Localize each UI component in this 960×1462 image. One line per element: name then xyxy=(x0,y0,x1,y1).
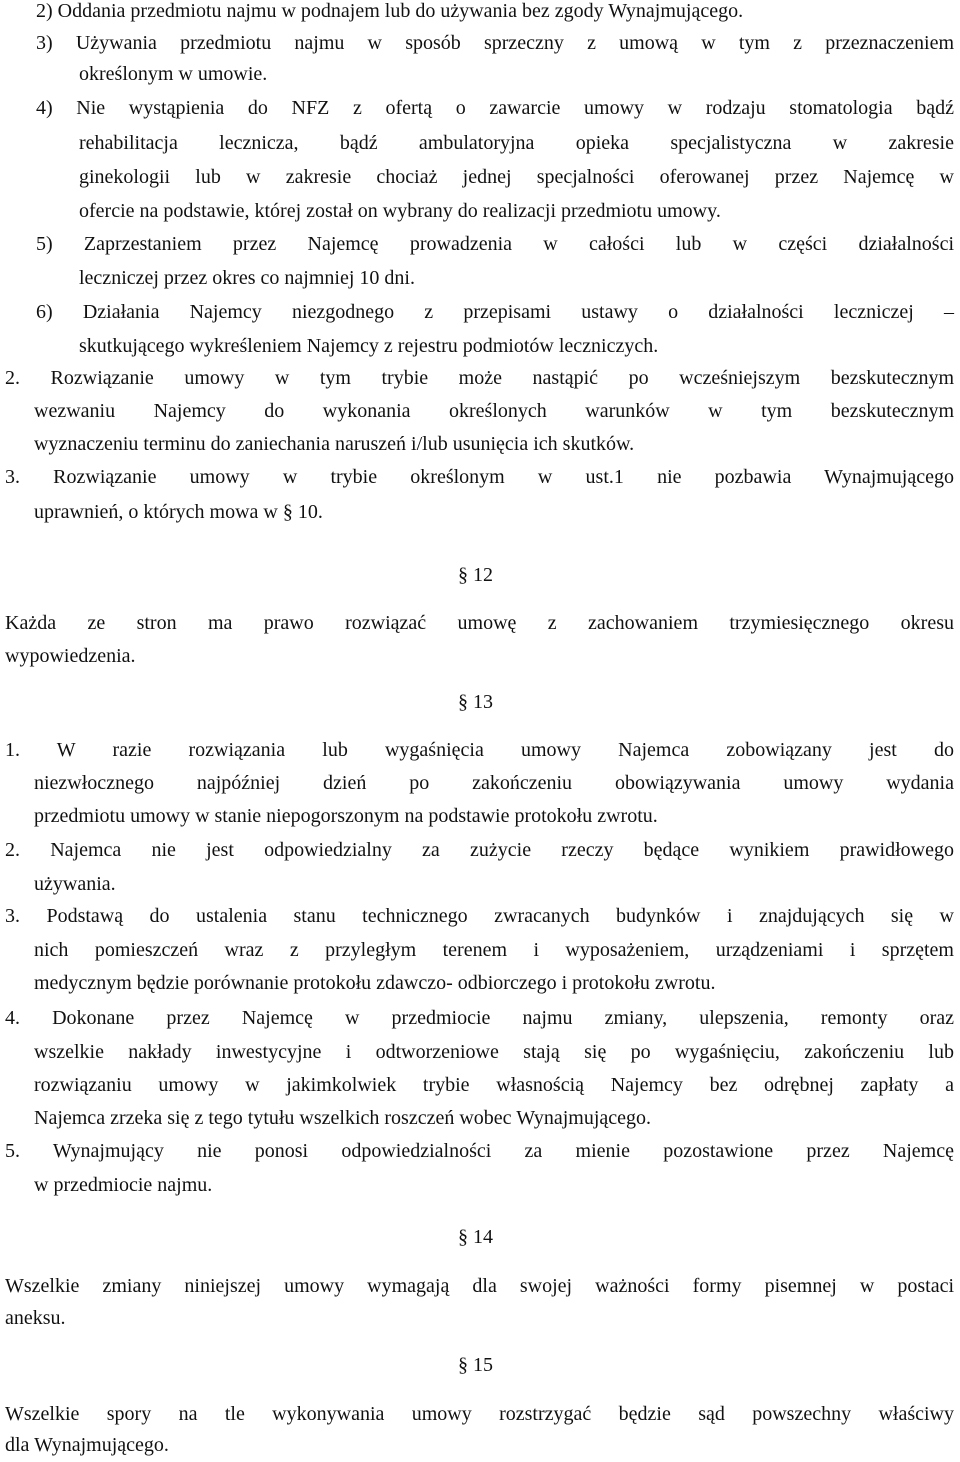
paragraph-line: wezwaniu Najemcy do wykonania określonych warunków w tym bezskutecznym xyxy=(34,400,954,422)
paragraph-line: rozwiązaniu umowy w jakimkolwiek trybie własnością Najemcy bez odrębnej zapłaty a xyxy=(34,1074,954,1096)
paragraph-line: wypowiedzenia. xyxy=(5,645,136,667)
paragraph-line: Wszelkie zmiany niniejszej umowy wymagają dla swojej ważności formy pisemnej w postaci xyxy=(5,1275,954,1297)
paragraph-line: dla Wynajmującego. xyxy=(5,1434,169,1456)
paragraph-line: 2. Najemca nie jest odpowiedzialny za zużycie rzeczy będące wynikiem prawidłowego xyxy=(5,839,954,861)
paragraph-line: 3. Podstawą do ustalenia stanu technicznego zwracanych budynków i znajdujących się w xyxy=(5,905,954,927)
paragraph-line: ofercie na podstawie, której został on wybrany do realizacji przedmiotu umowy. xyxy=(79,200,721,222)
paragraph-line: skutkującego wykreśleniem Najemcy z rejestru podmiotów leczniczych. xyxy=(79,335,659,357)
paragraph-line: 3) Używania przedmiotu najmu w sposób sprzeczny z umową w tym z przeznaczeniem xyxy=(36,32,954,54)
paragraph-line: leczniczej przez okres co najmniej 10 dni. xyxy=(79,267,415,289)
paragraph-line: 4. Dokonane przez Najemcę w przedmiocie najmu zmiany, ulepszenia, remonty oraz xyxy=(5,1007,954,1029)
section-heading: § 15 xyxy=(458,1354,493,1376)
section-heading: § 13 xyxy=(458,691,493,713)
paragraph-line: aneksu. xyxy=(5,1307,66,1329)
paragraph-line: Najemca zrzeka się z tego tytułu wszelkich roszczeń wobec Wynajmującego. xyxy=(34,1107,652,1129)
paragraph-line: określonym w umowie. xyxy=(79,63,268,85)
paragraph-line: przedmiotu umowy w stanie niepogorszonym na podstawie protokołu zwrotu. xyxy=(34,805,658,827)
paragraph-line: 2) Oddania przedmiotu najmu w podnajem lub do używania bez zgody Wynajmującego. xyxy=(36,0,744,22)
paragraph-line: nich pomieszczeń wraz z przyległym terenem i wyposażeniem, urządzeniami i sprzętem xyxy=(34,939,954,961)
paragraph-line: Wszelkie spory na tle wykonywania umowy rozstrzygać będzie sąd powszechny właściwy xyxy=(5,1403,954,1425)
paragraph-line: 5) Zaprzestaniem przez Najemcę prowadzenia w całości lub w części działalności xyxy=(36,233,954,255)
paragraph-line: w przedmiocie najmu. xyxy=(34,1174,213,1196)
paragraph-line: Każda ze stron ma prawo rozwiązać umowę z zachowaniem trzymiesięcznego okresu xyxy=(5,612,954,634)
paragraph-line: 4) Nie wystąpienia do NFZ z ofertą o zawarcie umowy w rodzaju stomatologia bądź xyxy=(36,97,954,119)
paragraph-line: ginekologii lub w zakresie chociaż jednej specjalności oferowanej przez Najemcę w xyxy=(79,166,954,188)
paragraph-line: 2. Rozwiązanie umowy w tym trybie może nastąpić po wcześniejszym bezskutecznym xyxy=(5,367,954,389)
paragraph-line: medycznym będzie porównanie protokołu zdawczo- odbiorczego i protokołu zwrotu. xyxy=(34,972,716,994)
paragraph-line: rehabilitacja lecznicza, bądź ambulatoryjna opieka specjalistyczna w zakresie xyxy=(79,132,954,154)
paragraph-line: 3. Rozwiązanie umowy w trybie określonym w ust.1 nie pozbawia Wynajmującego xyxy=(5,466,954,488)
paragraph-line: używania. xyxy=(34,873,116,895)
paragraph-line: 1. W razie rozwiązania lub wygaśnięcia umowy Najemca zobowiązany jest do xyxy=(5,739,954,761)
paragraph-line: 5. Wynajmujący nie ponosi odpowiedzialności za mienie pozostawione przez Najemcę xyxy=(5,1140,954,1162)
paragraph-line: uprawnień, o których mowa w § 10. xyxy=(34,501,323,523)
paragraph-line: 6) Działania Najemcy niezgodnego z przepisami ustawy o działalności leczniczej – xyxy=(36,301,954,323)
section-heading: § 12 xyxy=(458,564,493,586)
paragraph-line: niezwłocznego najpóźniej dzień po zakończeniu obowiązywania umowy wydania xyxy=(34,772,954,794)
paragraph-line: wszelkie nakłady inwestycyjne i odtworzeniowe stają się po wygaśnięciu, zakończeniu lub xyxy=(34,1041,954,1063)
section-heading: § 14 xyxy=(458,1226,493,1248)
paragraph-line: wyznaczeniu terminu do zaniechania naruszeń i/lub usunięcia ich skutków. xyxy=(34,433,635,455)
